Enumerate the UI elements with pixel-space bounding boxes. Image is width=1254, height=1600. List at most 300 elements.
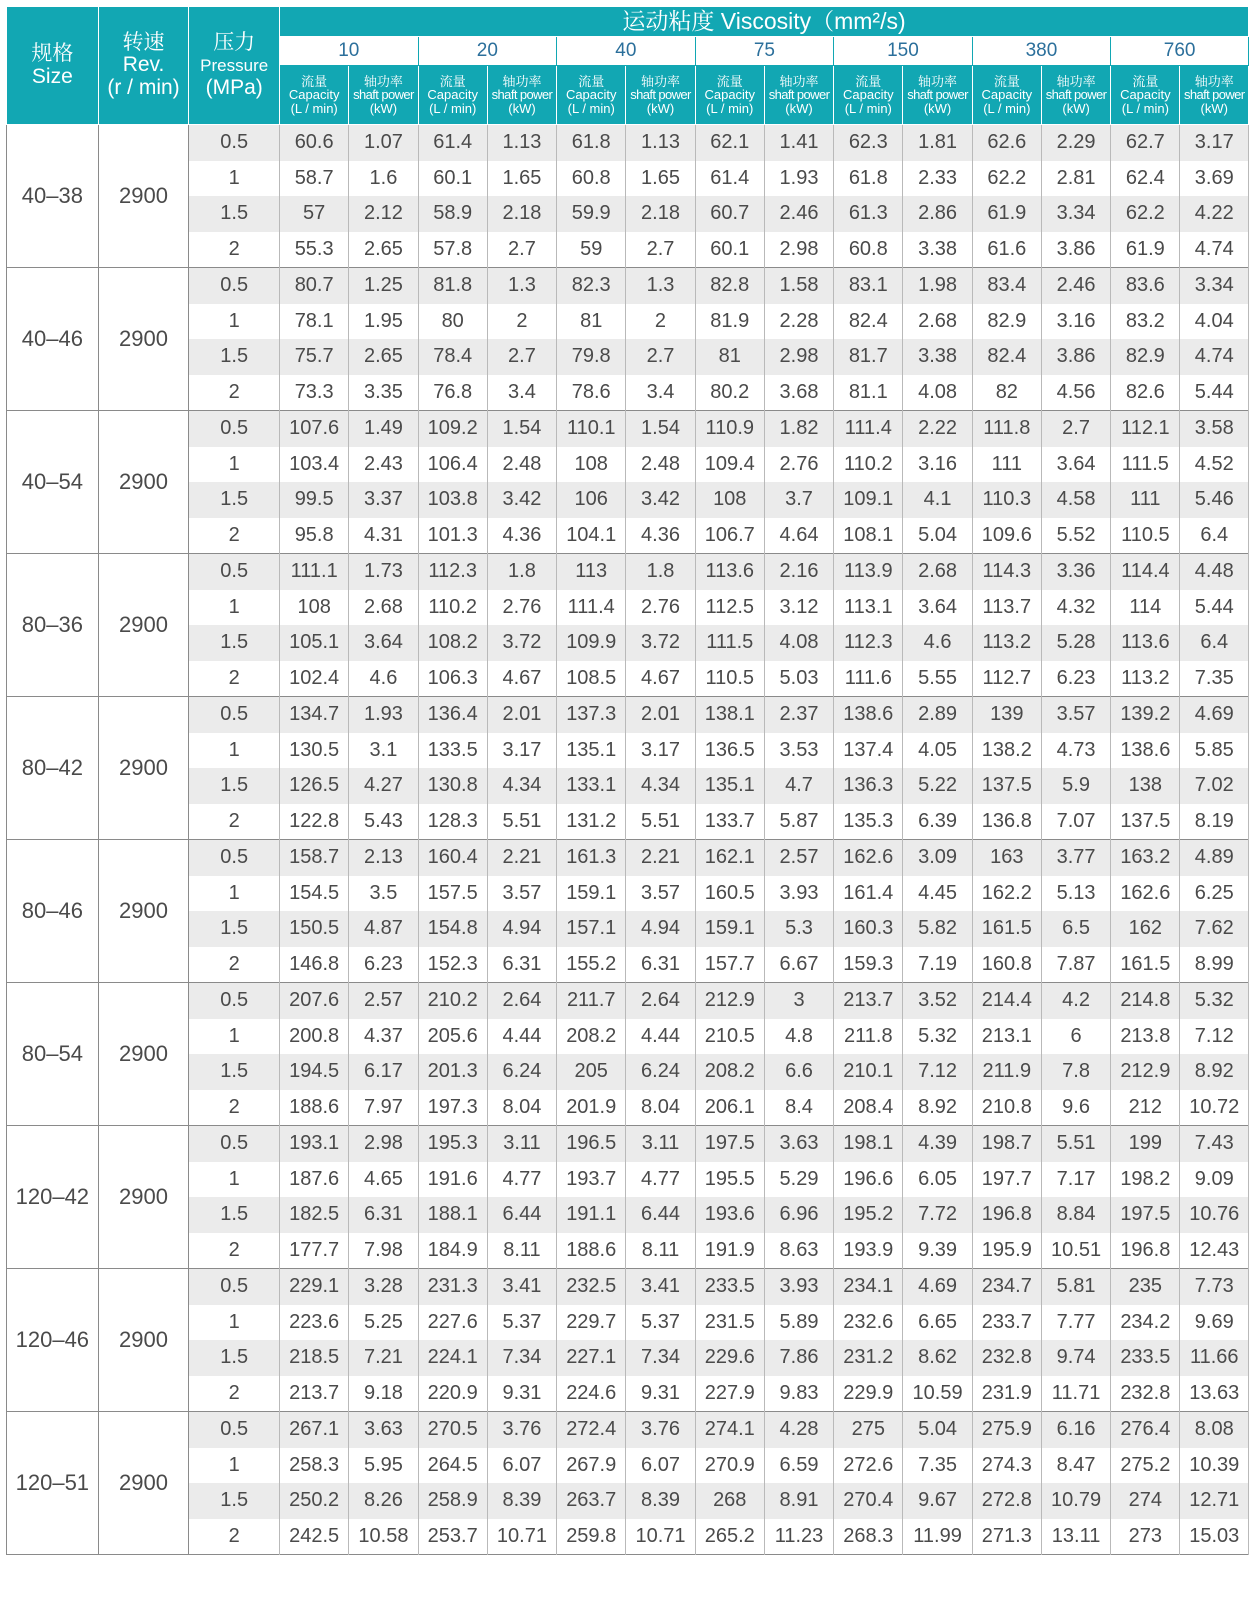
shaft-power-cell: 6.05	[903, 1162, 972, 1198]
power-subheader-en: shaft power	[1183, 87, 1245, 103]
shaft-power-cell: 1.82	[764, 411, 833, 447]
shaft-power-cell: 7.02	[1180, 768, 1249, 804]
capacity-cell: 101.3	[418, 518, 487, 554]
size-cell: 80–54	[7, 983, 99, 1126]
capacity-subheader-en: Capacity	[704, 87, 756, 103]
shaft-power-cell: 7.72	[903, 1197, 972, 1233]
table-row	[7, 1233, 1249, 1269]
viscosity-value-header: 40	[557, 37, 696, 66]
capacity-cell: 211.7	[557, 983, 626, 1019]
pressure-cell: 0.5	[189, 125, 280, 161]
capacity-cell: 114.3	[972, 554, 1041, 590]
capacity-cell: 264.5	[418, 1448, 487, 1484]
size-cell: 120–42	[7, 1126, 99, 1269]
shaft-power-cell: 3.09	[903, 840, 972, 876]
table-row	[7, 375, 1249, 411]
capacity-cell: 113.6	[1111, 625, 1180, 661]
shaft-power-cell: 6.23	[1041, 661, 1110, 697]
capacity-cell: 73.3	[280, 375, 349, 411]
shaft-power-cell: 1.54	[626, 411, 695, 447]
capacity-cell: 213.7	[834, 983, 903, 1019]
power-subheader-en: shaft power	[630, 87, 691, 103]
capacity-cell: 160.4	[418, 840, 487, 876]
pressure-cell: 2	[189, 518, 280, 554]
capacity-cell: 108	[280, 590, 349, 626]
capacity-cell: 113.1	[834, 590, 903, 626]
pressure-cell: 2	[189, 1376, 280, 1412]
capacity-cell: 188.1	[418, 1197, 487, 1233]
capacity-cell: 113	[557, 554, 626, 590]
shaft-power-cell: 7.19	[903, 947, 972, 983]
shaft-power-cell: 6.24	[626, 1054, 695, 1090]
capacity-cell: 231.3	[418, 1269, 487, 1305]
size-cell: 40–46	[7, 268, 99, 411]
shaft-power-cell: 12.43	[1180, 1233, 1249, 1269]
speed-cell: 2900	[98, 411, 189, 554]
capacity-cell: 137.5	[1111, 804, 1180, 840]
shaft-power-cell: 5.95	[349, 1448, 418, 1484]
capacity-cell: 103.8	[418, 482, 487, 518]
capacity-cell: 112.1	[1111, 411, 1180, 447]
power-subheader-unit: (kW)	[508, 100, 536, 116]
capacity-cell: 82.4	[972, 339, 1041, 375]
table-row	[7, 554, 1249, 590]
capacity-cell: 276.4	[1111, 1412, 1180, 1448]
capacity-cell: 111.4	[834, 411, 903, 447]
shaft-power-cell: 2.68	[903, 304, 972, 340]
shaft-power-cell: 3.41	[626, 1269, 695, 1305]
shaft-power-cell: 6	[1041, 1019, 1110, 1055]
shaft-power-cell: 1.13	[487, 125, 556, 161]
shaft-power-cell: 1.6	[349, 161, 418, 197]
capacity-cell: 138.2	[972, 733, 1041, 769]
capacity-cell: 138	[1111, 768, 1180, 804]
shaft-power-cell: 3.72	[626, 625, 695, 661]
pressure-cell: 0.5	[189, 1126, 280, 1162]
capacity-cell: 213.8	[1111, 1019, 1180, 1055]
shaft-power-cell: 5.51	[626, 804, 695, 840]
table-row	[7, 947, 1249, 983]
shaft-power-cell: 4.94	[487, 911, 556, 947]
capacity-cell: 197.7	[972, 1162, 1041, 1198]
shaft-power-cell: 3.68	[764, 375, 833, 411]
capacity-cell: 184.9	[418, 1233, 487, 1269]
shaft-power-cell: 9.09	[1180, 1162, 1249, 1198]
capacity-cell: 62.7	[1111, 125, 1180, 161]
shaft-power-cell: 4.44	[487, 1019, 556, 1055]
shaft-power-cell: 9.67	[903, 1483, 972, 1519]
shaft-power-cell: 3.1	[349, 733, 418, 769]
shaft-power-cell: 3.41	[487, 1269, 556, 1305]
table-row	[7, 232, 1249, 268]
capacity-cell: 62.2	[1111, 196, 1180, 232]
shaft-power-cell: 8.99	[1180, 947, 1249, 983]
shaft-power-cell: 4.04	[1180, 304, 1249, 340]
capacity-cell: 55.3	[280, 232, 349, 268]
capacity-cell: 112.5	[695, 590, 764, 626]
table-row	[7, 661, 1249, 697]
pressure-cell: 1	[189, 447, 280, 483]
pressure-cell: 1.5	[189, 768, 280, 804]
size-cell: 120–51	[7, 1412, 99, 1555]
pressure-cell: 1	[189, 1305, 280, 1341]
capacity-cell: 111.1	[280, 554, 349, 590]
capacity-cell: 102.4	[280, 661, 349, 697]
capacity-cell: 253.7	[418, 1519, 487, 1555]
shaft-power-cell: 6.44	[626, 1197, 695, 1233]
pressure-cell: 0.5	[189, 983, 280, 1019]
shaft-power-cell: 3.53	[764, 733, 833, 769]
capacity-cell: 232.6	[834, 1305, 903, 1341]
shaft-power-cell: 9.31	[487, 1376, 556, 1412]
shaft-power-cell: 8.39	[487, 1483, 556, 1519]
capacity-cell: 158.7	[280, 840, 349, 876]
shaft-power-cell: 4.34	[487, 768, 556, 804]
shaft-power-cell: 10.71	[626, 1519, 695, 1555]
capacity-cell: 82.6	[1111, 375, 1180, 411]
pressure-cell: 2	[189, 1519, 280, 1555]
shaft-power-cell: 5.04	[903, 1412, 972, 1448]
power-subheader-cn: 轴功率	[779, 73, 819, 89]
capacity-cell: 275	[834, 1412, 903, 1448]
shaft-power-cell: 8.91	[764, 1483, 833, 1519]
capacity-cell: 207.6	[280, 983, 349, 1019]
capacity-cell: 110.2	[834, 447, 903, 483]
shaft-power-cell: 1.3	[487, 268, 556, 304]
capacity-cell: 195.9	[972, 1233, 1041, 1269]
capacity-subheader-cn: 流量	[855, 73, 882, 89]
pressure-header-cn: 压力	[213, 31, 256, 55]
capacity-subheader-unit: (L / min)	[429, 100, 477, 116]
capacity-subheader	[418, 66, 487, 125]
shaft-power-cell: 5.32	[1180, 983, 1249, 1019]
shaft-power-cell: 4.74	[1180, 339, 1249, 375]
shaft-power-cell: 4.56	[1041, 375, 1110, 411]
shaft-power-cell: 7.8	[1041, 1054, 1110, 1090]
capacity-cell: 227.1	[557, 1340, 626, 1376]
speed-cell: 2900	[98, 1269, 189, 1412]
shaft-power-cell: 2.18	[626, 196, 695, 232]
pressure-cell: 0.5	[189, 1412, 280, 1448]
power-subheader-unit: (kW)	[369, 100, 398, 116]
shaft-power-cell: 8.84	[1041, 1197, 1110, 1233]
shaft-power-cell: 5.3	[764, 911, 833, 947]
shaft-power-cell: 4.52	[1180, 447, 1249, 483]
capacity-cell: 188.6	[557, 1233, 626, 1269]
capacity-cell: 191.6	[418, 1162, 487, 1198]
shaft-power-cell: 3.17	[487, 733, 556, 769]
shaft-power-cell: 10.72	[1180, 1090, 1249, 1126]
pressure-cell: 1	[189, 1448, 280, 1484]
capacity-cell: 272.4	[557, 1412, 626, 1448]
shaft-power-cell: 2.33	[903, 161, 972, 197]
capacity-subheader-en: Capacity	[981, 87, 1033, 103]
capacity-cell: 133.5	[418, 733, 487, 769]
speed-cell: 2900	[98, 840, 189, 983]
shaft-power-cell: 8.19	[1180, 804, 1249, 840]
capacity-cell: 62.3	[834, 125, 903, 161]
speed-cell: 2900	[98, 697, 189, 840]
capacity-cell: 112.7	[972, 661, 1041, 697]
shaft-power-cell: 8.39	[626, 1483, 695, 1519]
shaft-power-cell: 5.82	[903, 911, 972, 947]
shaft-power-cell: 3.57	[1041, 697, 1110, 733]
shaft-power-cell: 4.73	[1041, 733, 1110, 769]
capacity-cell: 110.9	[695, 411, 764, 447]
capacity-cell: 62.2	[972, 161, 1041, 197]
capacity-cell: 113.2	[1111, 661, 1180, 697]
shaft-power-cell: 8.26	[349, 1483, 418, 1519]
shaft-power-cell: 2.7	[626, 339, 695, 375]
table-row	[7, 911, 1249, 947]
capacity-cell: 81	[695, 339, 764, 375]
table-row	[7, 1483, 1249, 1519]
capacity-cell: 136.3	[834, 768, 903, 804]
capacity-cell: 83.4	[972, 268, 1041, 304]
capacity-cell: 208.2	[695, 1054, 764, 1090]
pressure-cell: 1	[189, 876, 280, 912]
capacity-cell: 233.5	[695, 1269, 764, 1305]
pressure-cell: 1.5	[189, 1483, 280, 1519]
capacity-cell: 112.3	[418, 554, 487, 590]
capacity-cell: 106	[557, 482, 626, 518]
capacity-cell: 231.2	[834, 1340, 903, 1376]
capacity-cell: 229.9	[834, 1376, 903, 1412]
pressure-cell: 1	[189, 590, 280, 626]
capacity-cell: 109.4	[695, 447, 764, 483]
capacity-cell: 60.7	[695, 196, 764, 232]
shaft-power-cell: 5.44	[1180, 590, 1249, 626]
capacity-cell: 231.5	[695, 1305, 764, 1341]
speed-column-header	[98, 7, 189, 125]
capacity-subheader	[1111, 66, 1180, 125]
shaft-power-cell: 10.79	[1041, 1483, 1110, 1519]
shaft-power-cell: 7.17	[1041, 1162, 1110, 1198]
capacity-cell: 135.1	[557, 733, 626, 769]
shaft-power-cell: 6.6	[764, 1054, 833, 1090]
capacity-cell: 139	[972, 697, 1041, 733]
capacity-cell: 163	[972, 840, 1041, 876]
capacity-cell: 154.5	[280, 876, 349, 912]
capacity-cell: 111.6	[834, 661, 903, 697]
shaft-power-cell: 4.65	[349, 1162, 418, 1198]
viscosity-value-header: 20	[418, 37, 557, 66]
shaft-power-cell: 3.28	[349, 1269, 418, 1305]
capacity-cell: 136.4	[418, 697, 487, 733]
pressure-cell: 0.5	[189, 411, 280, 447]
shaft-power-cell: 5.28	[1041, 625, 1110, 661]
capacity-cell: 193.7	[557, 1162, 626, 1198]
size-cell: 80–36	[7, 554, 99, 697]
capacity-cell: 57.8	[418, 232, 487, 268]
capacity-cell: 57	[280, 196, 349, 232]
shaft-power-cell: 6.67	[764, 947, 833, 983]
shaft-power-cell: 7.34	[626, 1340, 695, 1376]
shaft-power-cell: 1.73	[349, 554, 418, 590]
capacity-cell: 193.6	[695, 1197, 764, 1233]
shaft-power-cell: 4.64	[764, 518, 833, 554]
shaft-power-cell: 6.96	[764, 1197, 833, 1233]
shaft-power-cell: 5.32	[903, 1019, 972, 1055]
shaft-power-cell: 5.37	[487, 1305, 556, 1341]
shaft-power-cell: 1.8	[487, 554, 556, 590]
pressure-column-header	[189, 7, 280, 125]
capacity-cell: 111	[1111, 482, 1180, 518]
capacity-cell: 200.8	[280, 1019, 349, 1055]
capacity-cell: 196.5	[557, 1126, 626, 1162]
shaft-power-cell: 1.65	[626, 161, 695, 197]
capacity-cell: 227.6	[418, 1305, 487, 1341]
capacity-cell: 191.9	[695, 1233, 764, 1269]
capacity-cell: 195.3	[418, 1126, 487, 1162]
capacity-cell: 274	[1111, 1483, 1180, 1519]
size-header-cn: 规格	[31, 42, 74, 66]
capacity-cell: 109.1	[834, 482, 903, 518]
capacity-cell: 197.5	[695, 1126, 764, 1162]
table-row	[7, 161, 1249, 197]
table-row	[7, 768, 1249, 804]
capacity-cell: 113.7	[972, 590, 1041, 626]
shaft-power-cell: 8.92	[1180, 1054, 1249, 1090]
shaft-power-cell: 5.89	[764, 1305, 833, 1341]
capacity-cell: 232.5	[557, 1269, 626, 1305]
shaft-power-cell: 3.93	[764, 1269, 833, 1305]
shaft-power-cell: 4.08	[903, 375, 972, 411]
shaft-power-cell: 7.21	[349, 1340, 418, 1376]
capacity-cell: 275.2	[1111, 1448, 1180, 1484]
capacity-cell: 108	[695, 482, 764, 518]
capacity-cell: 108	[557, 447, 626, 483]
table-row	[7, 1019, 1249, 1055]
shaft-power-cell: 12.71	[1180, 1483, 1249, 1519]
shaft-power-cell: 2.64	[487, 983, 556, 1019]
capacity-cell: 234.7	[972, 1269, 1041, 1305]
capacity-cell: 157.1	[557, 911, 626, 947]
shaft-power-cell: 4.8	[764, 1019, 833, 1055]
shaft-power-cell: 3.52	[903, 983, 972, 1019]
shaft-power-cell: 1.98	[903, 268, 972, 304]
shaft-power-cell: 3.11	[626, 1126, 695, 1162]
shaft-power-cell: 2	[487, 304, 556, 340]
shaft-power-cell: 4.08	[764, 625, 833, 661]
capacity-cell: 82.9	[1111, 339, 1180, 375]
shaft-power-cell: 3.86	[1041, 232, 1110, 268]
shaft-power-cell: 4.74	[1180, 232, 1249, 268]
shaft-power-cell: 5.85	[1180, 733, 1249, 769]
capacity-cell: 161.5	[1111, 947, 1180, 983]
capacity-cell: 133.1	[557, 768, 626, 804]
capacity-cell: 196.6	[834, 1162, 903, 1198]
shaft-power-cell: 4.44	[626, 1019, 695, 1055]
capacity-subheader	[834, 66, 903, 125]
shaft-power-cell: 10.58	[349, 1519, 418, 1555]
shaft-power-cell: 1.41	[764, 125, 833, 161]
capacity-cell: 80.7	[280, 268, 349, 304]
table-row	[7, 1305, 1249, 1341]
capacity-cell: 113.6	[695, 554, 764, 590]
capacity-subheader-cn: 流量	[301, 73, 328, 89]
capacity-cell: 61.4	[695, 161, 764, 197]
capacity-cell: 160.8	[972, 947, 1041, 983]
capacity-cell: 229.6	[695, 1340, 764, 1376]
capacity-cell: 110.2	[418, 590, 487, 626]
pressure-cell: 2	[189, 804, 280, 840]
capacity-cell: 154.8	[418, 911, 487, 947]
pressure-cell: 2	[189, 1233, 280, 1269]
shaft-power-cell: 8.62	[903, 1340, 972, 1376]
capacity-cell: 242.5	[280, 1519, 349, 1555]
shaft-power-cell: 4.77	[487, 1162, 556, 1198]
shaft-power-cell: 1.58	[764, 268, 833, 304]
pressure-cell: 1	[189, 1162, 280, 1198]
shaft-power-cell: 3.58	[1180, 411, 1249, 447]
table-row	[7, 1519, 1249, 1555]
capacity-cell: 61.9	[1111, 232, 1180, 268]
power-subheader-en: shaft power	[353, 87, 414, 103]
speed-cell: 2900	[98, 554, 189, 697]
capacity-cell: 78.6	[557, 375, 626, 411]
capacity-cell: 159.3	[834, 947, 903, 983]
shaft-power-cell: 5.51	[1041, 1126, 1110, 1162]
capacity-subheader-cn: 流量	[993, 73, 1020, 89]
capacity-cell: 137.4	[834, 733, 903, 769]
shaft-power-cell: 6.07	[487, 1448, 556, 1484]
shaft-power-cell: 2.98	[764, 232, 833, 268]
shaft-power-cell: 4.27	[349, 768, 418, 804]
viscosity-value-header: 75	[695, 37, 834, 66]
pressure-cell: 1	[189, 304, 280, 340]
capacity-cell: 60.6	[280, 125, 349, 161]
capacity-cell: 210.5	[695, 1019, 764, 1055]
pressure-cell: 0.5	[189, 840, 280, 876]
capacity-cell: 214.8	[1111, 983, 1180, 1019]
shaft-power-cell: 5.81	[1041, 1269, 1110, 1305]
table-row	[7, 1340, 1249, 1376]
shaft-power-cell: 2.7	[626, 232, 695, 268]
speed-header-unit: (r / min)	[107, 75, 180, 99]
capacity-cell: 259.8	[557, 1519, 626, 1555]
shaft-power-cell: 3.34	[1180, 268, 1249, 304]
shaft-power-cell: 10.51	[1041, 1233, 1110, 1269]
capacity-cell: 133.7	[695, 804, 764, 840]
shaft-power-cell: 9.6	[1041, 1090, 1110, 1126]
shaft-power-cell: 3.38	[903, 232, 972, 268]
capacity-cell: 212.9	[1111, 1054, 1180, 1090]
capacity-cell: 161.5	[972, 911, 1041, 947]
shaft-power-cell: 7.87	[1041, 947, 1110, 983]
shaft-power-subheader	[1041, 66, 1110, 125]
capacity-cell: 106.4	[418, 447, 487, 483]
pressure-cell: 1	[189, 733, 280, 769]
shaft-power-cell: 9.69	[1180, 1305, 1249, 1341]
table-row	[7, 840, 1249, 876]
capacity-cell: 161.4	[834, 876, 903, 912]
shaft-power-cell: 3.86	[1041, 339, 1110, 375]
capacity-cell: 213.7	[280, 1376, 349, 1412]
table-row	[7, 1090, 1249, 1126]
capacity-cell: 111.5	[695, 625, 764, 661]
capacity-cell: 162	[1111, 911, 1180, 947]
shaft-power-cell: 9.74	[1041, 1340, 1110, 1376]
capacity-cell: 106.7	[695, 518, 764, 554]
shaft-power-cell: 3.7	[764, 482, 833, 518]
capacity-subheader	[557, 66, 626, 125]
capacity-cell: 111.4	[557, 590, 626, 626]
pressure-cell: 2	[189, 661, 280, 697]
capacity-cell: 275.9	[972, 1412, 1041, 1448]
table-row	[7, 518, 1249, 554]
shaft-power-cell: 2.57	[349, 983, 418, 1019]
